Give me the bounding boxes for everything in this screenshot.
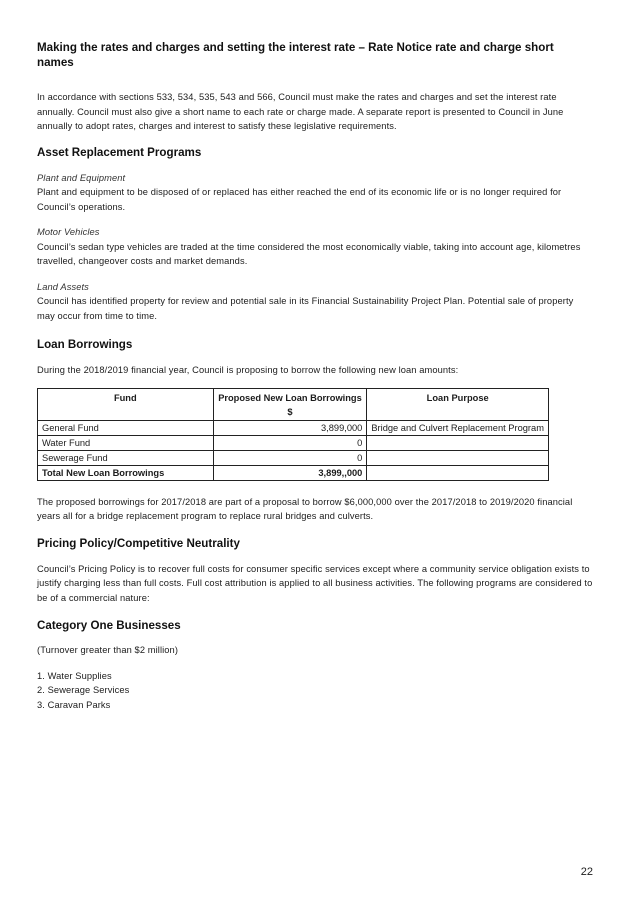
table-cell-purpose: Bridge and Culvert Replacement Program: [367, 420, 549, 435]
section-heading-loans: Loan Borrowings: [37, 338, 133, 351]
table-cell-purpose: [367, 450, 549, 465]
list-item: 2. Sewerage Services: [37, 685, 130, 695]
asset-paragraph-land: Council has identified property for review and potential sale in its Financial Sustainability Project Plan. Potential sale of property may occur from time to time.: [37, 296, 574, 321]
table-header-row: [38, 388, 549, 420]
section-heading-rates: Making the rates and charges and setting the interest rate – Rate Notice rate and charge short names: [37, 41, 554, 69]
table-header-borrowings: Proposed New Loan Borrowings $: [213, 388, 367, 420]
table-cell-fund: Water Fund: [38, 435, 214, 450]
page-number: 22: [580, 866, 593, 878]
table-cell-fund: Sewerage Fund: [38, 450, 214, 465]
table-cell-amount: 3,899,000: [213, 420, 367, 435]
table-total-purpose: [367, 465, 549, 480]
asset-subheading-land: Land Assets: [37, 281, 89, 292]
list-item: 1. Water Supplies: [37, 670, 112, 681]
table-header-purpose: Loan Purpose: [367, 388, 549, 420]
section-heading-asset-replacement: Asset Replacement Programs: [37, 145, 202, 159]
loans-intro: During the 2018/2019 financial year, Council is proposing to borrow the following new loan amounts:: [37, 365, 459, 375]
business-list: [37, 669, 593, 713]
table-row: [38, 420, 549, 435]
loan-table: [37, 388, 549, 481]
table-total-amount: 3,899,,000: [213, 465, 367, 480]
document-page: [37, 40, 593, 712]
table-row: [38, 450, 549, 465]
asset-paragraph-motor: Council’s sedan type vehicles are traded at the time considered the most economically viable, taking into account age, kilometres travelled, changeover costs and market demands.: [37, 241, 581, 266]
table-cell-fund: General Fund: [38, 420, 214, 435]
asset-paragraph-plant: Plant and equipment to be disposed of or replaced has either reached the end of its economic life or is no longer required for Council’s operations.: [37, 187, 562, 212]
table-total-row: [38, 465, 549, 480]
asset-subheading-motor: Motor Vehicles: [37, 227, 100, 237]
loans-paragraph: The proposed borrowings for 2017/2018 are part of a proposal to borrow $6,000,000 over the 2017/2018 to 2019/2020 financial years all for a bridge replacement program to replace rural bridges and culverts.: [37, 496, 573, 521]
table-cell-amount: 0: [213, 450, 367, 465]
category-note: (Turnover greater than $2 million): [37, 645, 179, 655]
table-row: [38, 435, 549, 450]
rates-paragraph: In accordance with sections 533, 534, 535, 543 and 566, Council must make the rates and charges and set the interest rate annually. Council must also give a short name to each rate or charge made. A separate report is presented to Council in June annually to adopt rates, charges and interest to satisfy these legislative requirements.: [37, 92, 564, 131]
table-total-label: Total New Loan Borrowings: [38, 465, 214, 480]
list-item: 3. Caravan Parks: [37, 699, 111, 710]
section-heading-pricing: Pricing Policy/Competitive Neutrality: [37, 536, 240, 550]
asset-subheading-plant: Plant and Equipment: [37, 172, 126, 183]
table-cell-amount: 0: [213, 435, 367, 450]
section-heading-category-one: Category One Businesses: [37, 619, 181, 632]
pricing-paragraph: Council’s Pricing Policy is to recover full costs for consumer specific services except where a community service obligation exists to justify charging less than full costs. Full cost attribution is applied to all business activities. The following programs are considered to be of a commercial nature:: [37, 563, 593, 603]
table-header-fund: Fund: [38, 388, 214, 420]
table-cell-purpose: [367, 435, 549, 450]
